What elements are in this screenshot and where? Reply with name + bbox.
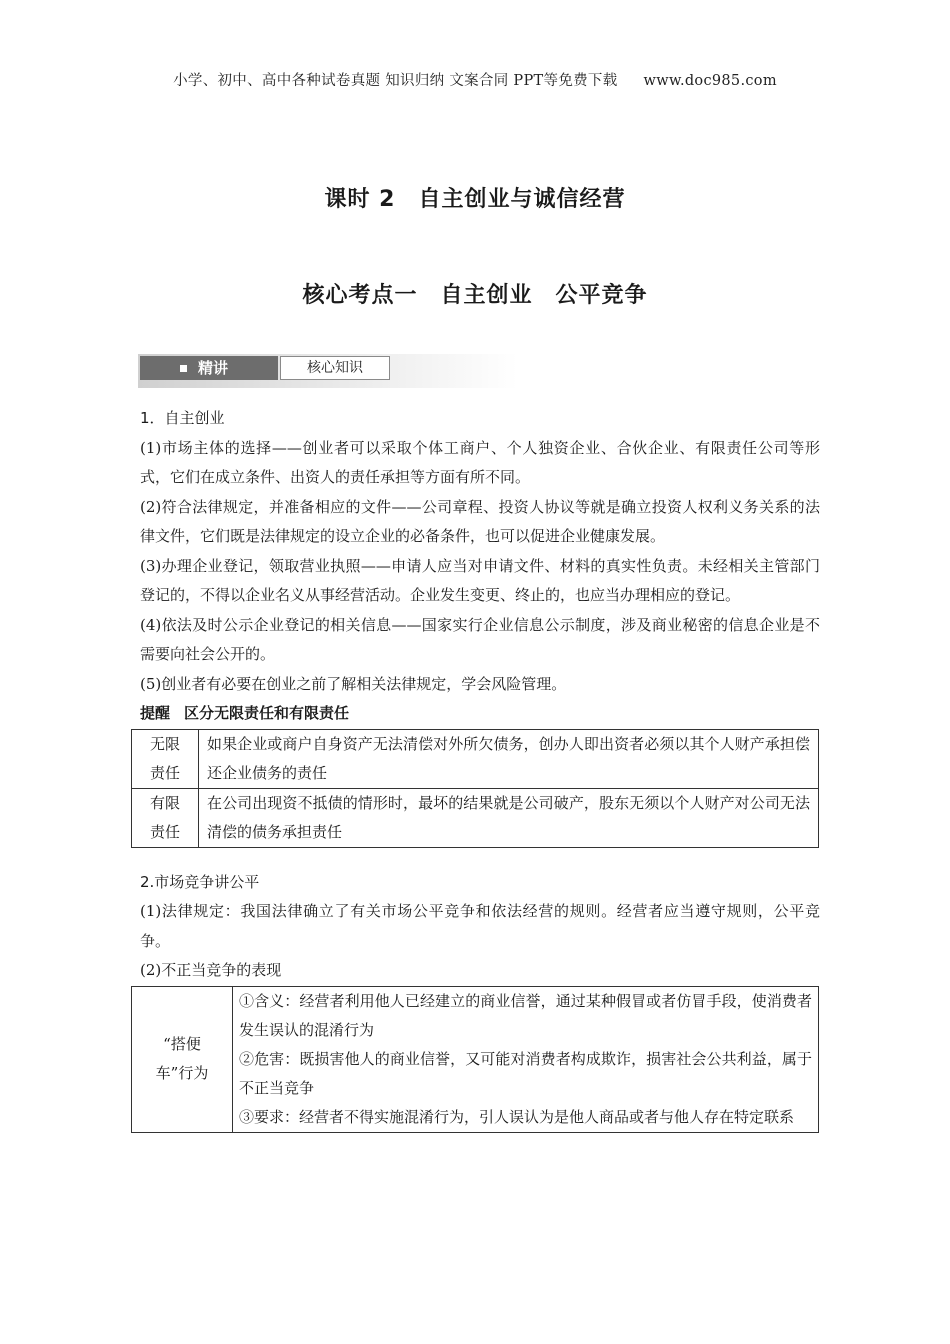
paragraph: (3)办理企业登记，领取营业执照——申请人应当对申请文件、材料的真实性负责。未经相关主管部门登记的，不得以企业名义从事经营活动。企业发生变更、终止的，也应当办理相应的登记。 — [140, 556, 820, 604]
banner-dark-label: 精讲 — [198, 359, 229, 377]
banner-light-label: 核心知识 — [280, 356, 390, 380]
tip-label: 提醒 — [140, 704, 171, 722]
table-text-cell: 如果企业或商户自身资产无法清偿对外所欠债务，创办人即出资者必须以其个人财产承担偿还企业债务的责任 — [199, 729, 819, 788]
tip-line — [140, 699, 820, 729]
list-item: ①含义：经营者利用他人已经建立的商业信誉，通过某种假冒或者仿冒手段，使消费者发生误认的混淆行为 — [239, 991, 812, 1039]
unfair-competition-table — [131, 986, 819, 1133]
section-heading-1: 1．自主创业 — [140, 409, 225, 427]
paragraph: (1)市场主体的选择——创业者可以采取个体工商户、个人独资企业、合伙企业、有限责任公司等形式，它们在成立条件、出资人的责任承担等方面有所不同。 — [140, 438, 820, 486]
lesson-title: 课时 2 自主创业与诚信经营 — [324, 187, 626, 212]
list-item: ③要求：经营者不得实施混淆行为，引人误认为是他人商品或者与他人存在特定联系 — [239, 1107, 795, 1126]
page-header — [0, 69, 950, 90]
table-row — [132, 788, 819, 847]
label-line: 责任 — [149, 822, 180, 841]
paragraph: (2)不正当竞争的表现 — [140, 961, 282, 979]
list-item: ②危害：既损害他人的商业信誉，又可能对消费者构成欺诈，损害社会公共利益，属于不正当竞争 — [239, 1049, 812, 1097]
label-line: “搭便 — [163, 1035, 201, 1053]
main-content — [140, 404, 820, 1133]
label-line: 有限 — [149, 793, 180, 812]
header-site-link[interactable]: www.doc985.com — [643, 73, 777, 89]
section-banner — [138, 354, 518, 388]
table-row — [132, 986, 819, 1132]
paragraph: (4)依法及时公示企业登记的相关信息——国家实行企业信息公示制度，涉及商业秘密的信息企业是不需要向社会公开的。 — [140, 615, 820, 663]
section-heading-2: 2.市场竞争讲公平 — [140, 872, 260, 891]
table-text-cell: 在公司出现资不抵债的情形时，最坏的结果就是公司破产，股东无须以个人财产对公司无法清偿的债务承担责任 — [199, 788, 819, 847]
section-title: 核心考点一 自主创业 公平竞争 — [302, 283, 648, 308]
paragraph: (1)法律规定：我国法律确立了有关市场公平竞争和依法经营的规则。经营者应当遵守规则，公平竞争。 — [140, 902, 820, 950]
banner-tag-dark — [140, 356, 278, 380]
table-row — [132, 729, 819, 788]
label-line: 责任 — [149, 763, 180, 782]
table-label-cell — [132, 729, 199, 788]
table-label-cell — [132, 788, 199, 847]
square-bullet-icon — [180, 365, 187, 372]
liability-table — [131, 729, 819, 848]
paragraph: (5)创业者有必要在创业之前了解相关法律规定，学会风险管理。 — [140, 674, 567, 693]
header-text: 小学、初中、高中各种试卷真题 知识归纳 文案合同 PPT等免费下载 — [173, 73, 618, 89]
label-line: 无限 — [149, 734, 180, 753]
table-label-cell — [132, 986, 233, 1132]
paragraph: (2)符合法律规定，并准备相应的文件——公司章程、投资人协议等就是确立投资人权利义务关系的法律文件，它们既是法律规定的设立企业的必备条件，也可以促进企业健康发展。 — [140, 497, 820, 545]
spacer — [140, 848, 820, 868]
label-line: 车”行为 — [155, 1064, 209, 1082]
tip-text: 区分无限责任和有限责任 — [184, 704, 350, 722]
table-text-cell — [233, 986, 819, 1132]
